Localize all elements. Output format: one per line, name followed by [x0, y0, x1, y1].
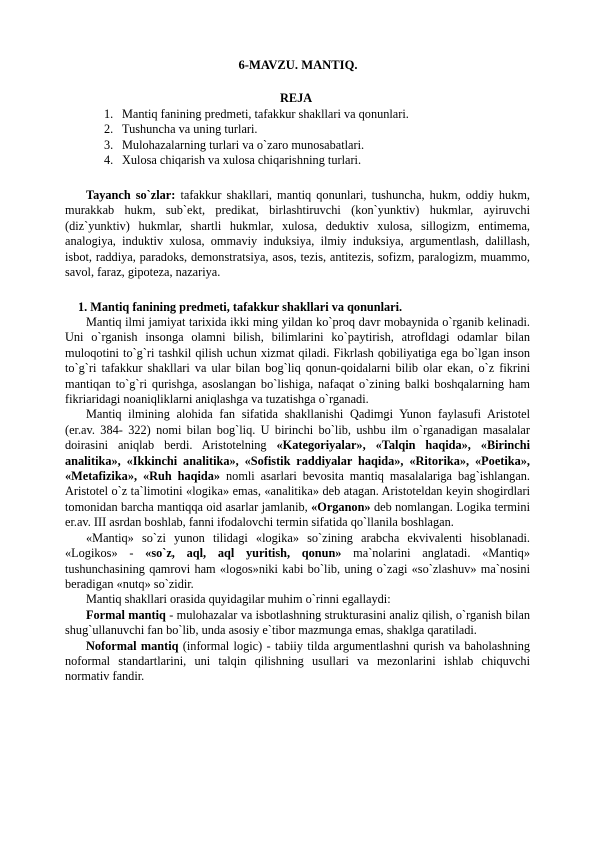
- list-number: 3.: [104, 137, 114, 152]
- bold-text: «so`z, aql, aql yuritish, qonun»: [145, 546, 342, 561]
- text-run: deb nomlangan. Logika termini er.av. III asrdan boshlab, fanni ifodalovchi termin sifatida qo`llanila boshlagan.: [65, 499, 530, 530]
- plan-heading: REJA: [280, 91, 313, 105]
- list-number: 1.: [104, 107, 114, 121]
- text-run: Mantiq ilmining alohida fan sifatida shakllanishi Qadimgi Yunon faylasufi Aristotel (er.av. 384- 322) nomi bilan bog`liq. U birinchi bo`lib, ushbu ilm o`rganadigan masalalar doirasini aniqlab berdi. Aristotelning: [65, 407, 530, 453]
- paragraph: Mantiq ilmi jamiyat tarixida ikki ming yildan ko`proq davr mobaynida o`rganib kelinadi. Uni o`rganish insonga olamni bilish, bilimlarini ko`paytirish, atrofldagi odamlar bilan muloqotini to`g`ri tashkil qilish uchun xizmat qiladi. Fikrlash qobiliyatiga ega bo`lgan inson to`g`ri tafakkur shakllari va ular bilan bog`liq qonun-qoidalarni bilib olar ekan, o`z fikrini mantiqan to`g`ri qurishga, asoslangan bo`lishiga, nafaqat o`zining balki boshqalarning ham fikriaridagi noaniqliklarni aniqlashga va tuzatishga o`rganadi.: [65, 315, 530, 407]
- plan-list: [104, 107, 564, 169]
- text-run: «Mantiq» so`zi yunon tilidagi «logika» so`zining arabcha ekvivalenti hisoblanadi. «Logikos» -: [65, 530, 530, 561]
- list-item: [104, 107, 564, 122]
- bold-term: Noformal mantiq: [86, 638, 179, 653]
- keywords-paragraph: [65, 188, 530, 280]
- text-run: (informal logic) - tabiiy tilda argumentlashni qurish va baholashning noformal standartlarini, uni talqin qilishning usullari va mezonlarini ishlab chiquvchi normativ fandir.: [65, 638, 530, 684]
- page-title: 6-MAVZU. MANTIQ.: [238, 58, 358, 72]
- bold-text: «Organon»: [311, 499, 371, 514]
- list-text: Tushuncha va uning turlari.: [122, 122, 258, 137]
- bold-text: «Kategoriyalar», «Talqin haqida», «Birinchi analitika», «Ikkinchi analitika», «Sofistik raddiyalar haqida», «Ritorika», «Poetika», «Metafizika», «Ruh haqida»: [65, 438, 530, 484]
- section-body: [65, 315, 530, 685]
- bold-term: Formal mantiq: [86, 607, 166, 622]
- list-item: [104, 153, 564, 168]
- list-text: Mantiq fanining predmeti, tafakkur shakllari va qonunlari.: [122, 107, 409, 121]
- text-run: - mulohazalar va isbotlashning strukturasini analiz qilish, o`rganish bilan shug`ullanuvchi fan bo`lib, unda asosiy e`tibor mazmunga emas, shaklga qaratiladi.: [65, 607, 530, 638]
- text-run: ma`nolarini anglatadi. «Mantiq» tushunchasining qamrovi ham «logos»niki kabi bo`lib, uning o`zagi «so`zlashuv» ma`nosini beradigan «nutq» so`zidir.: [65, 546, 530, 591]
- paragraph: [65, 608, 530, 639]
- list-number: 4.: [104, 153, 114, 168]
- list-text: Mulohazalarning turlari va o`zaro munosabatlari.: [122, 137, 365, 152]
- paragraph: [65, 531, 530, 593]
- section-heading: 1. Mantiq fanining predmeti, tafakkur shakllari va qonunlari.: [78, 300, 403, 314]
- paragraph: [65, 639, 530, 685]
- text-run: nomli asarlari bevosita mantiq masalalariga bag`ishlangan. Aristotel o`z ta`limotini «logika» emas, «analitika» deb atagan. Aristoteldan keyin shogirdlari tomonidan barcha mantiqqa oid asarlar jamlanib,: [65, 469, 530, 514]
- list-number: 2.: [104, 122, 114, 137]
- list-item: [104, 138, 564, 153]
- keywords-label: Tayanch so`zlar:: [86, 188, 176, 202]
- keywords-text: tafakkur shakllari, mantiq qonunlari, tushuncha, hukm, oddiy hukm, murakkab hukm, sub`ekt, predikat, birlashtiruvchi (kon`yunktiv) hukmlar, ayiruvchi (diz`yunktiv) hukmlar, shartli hukmlar, xulosa, deduktiv xulosa, sillogizm, entimema, analogiya, induktiv xulosa, ommaviy induksiya, ilmiy induksiya, argumentlash, dalillash, isbot, raddiya, paradoks, demonstratsiya, asos, tezis, antitezis, sofizm, paralogizm, muammo, savol, faraz, gipoteza, nazariya.: [65, 188, 530, 280]
- paragraph: [65, 407, 530, 530]
- paragraph: Mantiq shakllari orasida quyidagilar muhim o`rinni egallaydi:: [86, 592, 391, 607]
- list-item: [104, 122, 564, 137]
- list-text: Xulosa chiqarish va xulosa chiqarishning turlari.: [122, 153, 362, 168]
